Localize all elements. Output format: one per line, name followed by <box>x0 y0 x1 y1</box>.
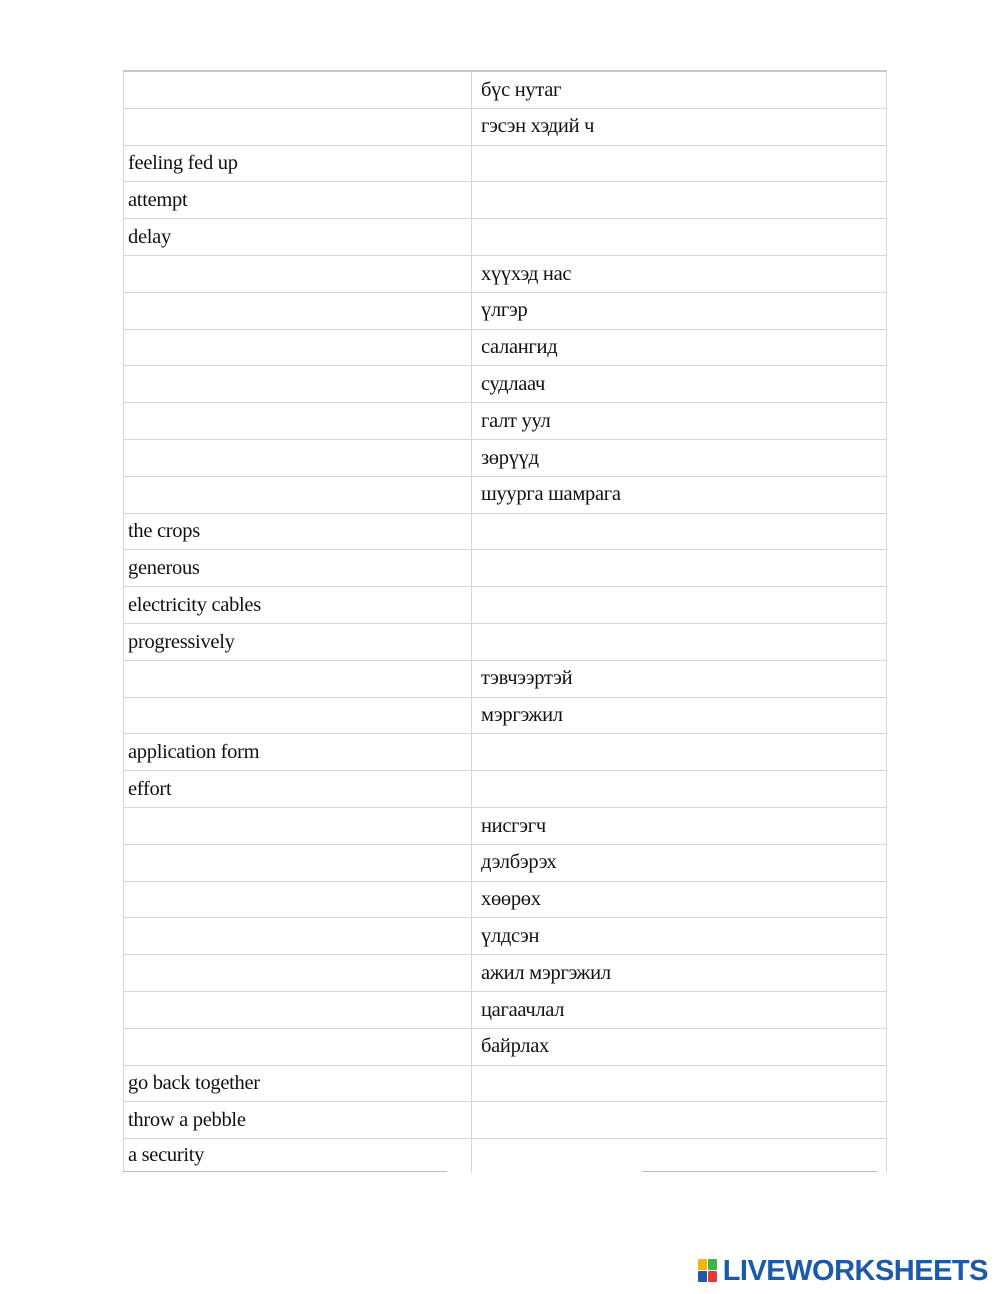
mongolian-word-cell: тэвчээртэй <box>472 660 887 697</box>
table-row <box>124 255 887 292</box>
liveworksheets-logo[interactable] <box>698 1254 988 1288</box>
english-word-cell: the crops <box>124 513 472 550</box>
english-word-cell: feeling fed up <box>124 145 472 182</box>
table-row <box>124 807 887 844</box>
english-word-cell[interactable] <box>124 366 472 403</box>
english-word-cell[interactable] <box>124 403 472 440</box>
english-word-cell: electricity cables <box>124 587 472 624</box>
english-word-cell[interactable] <box>124 918 472 955</box>
mongolian-word-cell: үлдсэн <box>472 918 887 955</box>
table-row <box>124 1028 887 1065</box>
mongolian-word-cell: нисгэгч <box>472 807 887 844</box>
table-row <box>124 219 887 256</box>
table-row <box>124 918 887 955</box>
mongolian-word-cell: байрлах <box>472 1028 887 1065</box>
table-row <box>124 439 887 476</box>
table-row <box>124 550 887 587</box>
english-word-cell[interactable] <box>124 991 472 1028</box>
mongolian-word-cell: ажил мэргэжил <box>472 955 887 992</box>
table-row <box>124 955 887 992</box>
mongolian-word-cell[interactable] <box>472 623 887 660</box>
mongolian-word-cell[interactable] <box>472 587 887 624</box>
mongolian-word-cell: шуурга шамрага <box>472 476 887 513</box>
mongolian-word-cell: зөрүүд <box>472 439 887 476</box>
english-word-cell: generous <box>124 550 472 587</box>
english-word-cell[interactable] <box>124 71 472 108</box>
table-row <box>124 292 887 329</box>
english-word-cell[interactable] <box>124 439 472 476</box>
mongolian-word-cell[interactable] <box>472 1139 887 1174</box>
table-row <box>124 734 887 771</box>
table-row <box>124 108 887 145</box>
mongolian-word-cell: хүүхэд нас <box>472 255 887 292</box>
english-word-cell[interactable] <box>124 255 472 292</box>
table-row <box>124 366 887 403</box>
english-word-cell: application form <box>124 734 472 771</box>
mongolian-word-cell[interactable] <box>472 513 887 550</box>
mongolian-word-cell: галт уул <box>472 403 887 440</box>
table-bottom-border-right <box>642 1171 877 1172</box>
liveworksheets-logo-text: LIVEWORKSHEETS <box>722 1254 988 1287</box>
english-word-cell: throw a pebble <box>124 1102 472 1139</box>
mongolian-word-cell[interactable] <box>472 1102 887 1139</box>
english-word-cell[interactable] <box>124 881 472 918</box>
table-row <box>124 991 887 1028</box>
mongolian-word-cell: салангид <box>472 329 887 366</box>
english-word-cell[interactable] <box>124 807 472 844</box>
english-word-cell[interactable] <box>124 697 472 734</box>
mongolian-word-cell: цагаачлал <box>472 991 887 1028</box>
mongolian-word-cell: үлгэр <box>472 292 887 329</box>
english-word-cell[interactable] <box>124 476 472 513</box>
english-word-cell: a security <box>124 1139 472 1174</box>
english-word-cell: progressively <box>124 623 472 660</box>
mongolian-word-cell: мэргэжил <box>472 697 887 734</box>
table-row <box>124 587 887 624</box>
table-row <box>124 1102 887 1139</box>
table-row <box>124 697 887 734</box>
english-word-cell[interactable] <box>124 1028 472 1065</box>
table-row <box>124 844 887 881</box>
table-bottom-border-left <box>123 1171 447 1172</box>
vocabulary-table <box>123 70 887 1173</box>
english-word-cell[interactable] <box>124 329 472 366</box>
mongolian-word-cell[interactable] <box>472 1065 887 1102</box>
english-word-cell[interactable] <box>124 955 472 992</box>
mongolian-word-cell[interactable] <box>472 219 887 256</box>
table-row <box>124 71 887 108</box>
table-row <box>124 771 887 808</box>
mongolian-word-cell[interactable] <box>472 734 887 771</box>
mongolian-word-cell: хөөрөх <box>472 881 887 918</box>
liveworksheets-logo-icon <box>698 1259 718 1283</box>
english-word-cell: delay <box>124 219 472 256</box>
english-word-cell[interactable] <box>124 292 472 329</box>
vocabulary-sheet <box>123 70 877 1173</box>
mongolian-word-cell[interactable] <box>472 550 887 587</box>
english-word-cell[interactable] <box>124 660 472 697</box>
english-word-cell[interactable] <box>124 844 472 881</box>
table-row <box>124 145 887 182</box>
table-row <box>124 329 887 366</box>
table-row <box>124 1065 887 1102</box>
table-row <box>124 1139 887 1174</box>
english-word-cell[interactable] <box>124 108 472 145</box>
table-row <box>124 182 887 219</box>
table-row <box>124 881 887 918</box>
english-word-cell: attempt <box>124 182 472 219</box>
table-row <box>124 403 887 440</box>
mongolian-word-cell: судлаач <box>472 366 887 403</box>
mongolian-word-cell: гэсэн хэдий ч <box>472 108 887 145</box>
mongolian-word-cell[interactable] <box>472 182 887 219</box>
english-word-cell: go back together <box>124 1065 472 1102</box>
table-row <box>124 476 887 513</box>
english-word-cell: effort <box>124 771 472 808</box>
table-row <box>124 513 887 550</box>
table-row <box>124 623 887 660</box>
mongolian-word-cell: бүс нутаг <box>472 71 887 108</box>
table-row <box>124 660 887 697</box>
mongolian-word-cell[interactable] <box>472 771 887 808</box>
mongolian-word-cell: дэлбэрэх <box>472 844 887 881</box>
mongolian-word-cell[interactable] <box>472 145 887 182</box>
